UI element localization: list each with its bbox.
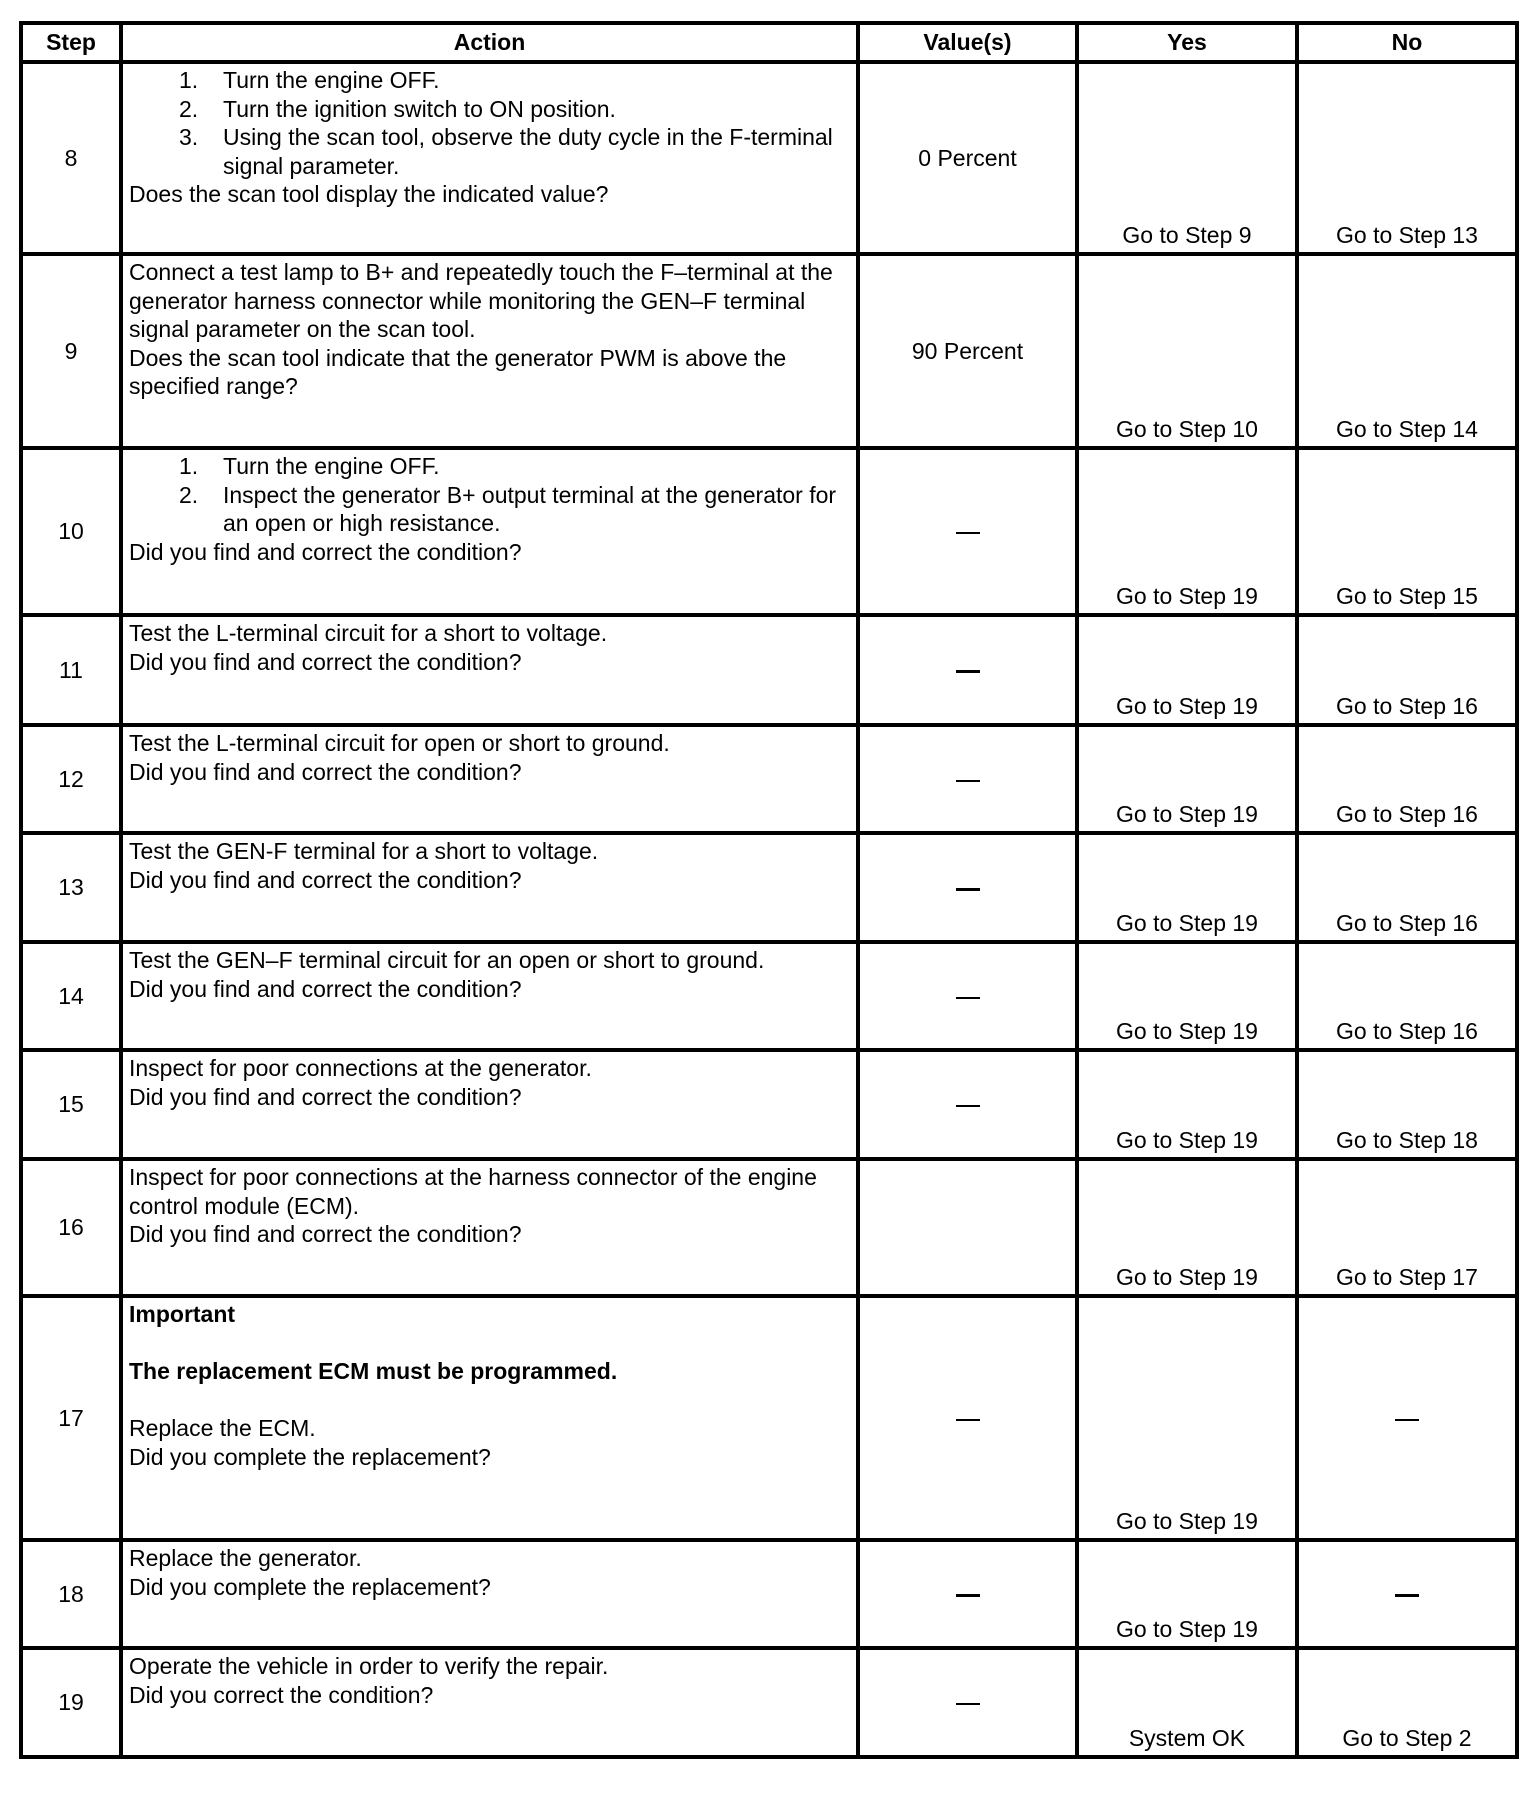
header-action: Action bbox=[121, 23, 858, 62]
value-cell bbox=[858, 448, 1077, 615]
yes-cell bbox=[1077, 1296, 1297, 1540]
table-row bbox=[21, 1159, 1517, 1296]
step-number: 14 bbox=[21, 942, 121, 1050]
no-text: Go to Step 18 bbox=[1336, 1127, 1478, 1154]
no-cell bbox=[1297, 1159, 1517, 1296]
no-text: Go to Step 15 bbox=[1336, 583, 1478, 610]
table-row bbox=[21, 62, 1517, 254]
action-question: Does the scan tool display the indicated value? bbox=[129, 181, 609, 208]
action-question: Did you complete the replacement? bbox=[129, 1573, 491, 1600]
action-cell bbox=[121, 833, 858, 942]
no-cell bbox=[1297, 615, 1517, 725]
dash-mark bbox=[956, 1594, 980, 1597]
yes-text: Go to Step 10 bbox=[1116, 416, 1258, 443]
action-text: Test the L-terminal circuit for a short to voltage. bbox=[129, 620, 608, 646]
action-question: Did you complete the replacement? bbox=[129, 1443, 491, 1470]
value-text: 0 Percent bbox=[918, 144, 1017, 171]
action-question: Did you find and correct the condition? bbox=[129, 975, 522, 1002]
header-row bbox=[21, 23, 1517, 62]
table-row bbox=[21, 833, 1517, 942]
value-cell bbox=[858, 254, 1077, 448]
action-question: Did you find and correct the condition? bbox=[129, 538, 522, 565]
no-cell bbox=[1297, 942, 1517, 1050]
value-cell bbox=[858, 1540, 1077, 1648]
yes-cell bbox=[1077, 62, 1297, 254]
action-step-text: Turn the engine OFF. bbox=[223, 453, 440, 479]
table-row bbox=[21, 1540, 1517, 1648]
no-cell bbox=[1297, 725, 1517, 833]
dash-mark bbox=[956, 997, 980, 999]
step-number: 16 bbox=[21, 1159, 121, 1296]
action-steps bbox=[129, 452, 850, 538]
yes-text: Go to Step 19 bbox=[1116, 1018, 1258, 1045]
dash-mark bbox=[1395, 1594, 1419, 1597]
yes-cell bbox=[1077, 725, 1297, 833]
action-step-text: Using the scan tool, observe the duty cycle in the F-terminal signal parameter. bbox=[223, 124, 833, 179]
header-step: Step bbox=[21, 23, 121, 62]
no-cell bbox=[1297, 448, 1517, 615]
action-step: 2. Inspect the generator B+ output terminal at the generator for an open or high resistance. bbox=[179, 481, 837, 537]
yes-text: Go to Step 9 bbox=[1122, 222, 1252, 249]
action-text: Connect a test lamp to B+ and repeatedly touch the F–terminal at the generator harness connector while monitoring the GEN–F terminal signal parameter on the scan tool. bbox=[129, 259, 833, 343]
no-cell bbox=[1297, 1540, 1517, 1648]
action-question: Does the scan tool indicate that the generator PWM is above the specified range? bbox=[129, 344, 787, 400]
step-number: 15 bbox=[21, 1050, 121, 1159]
no-text: Go to Step 17 bbox=[1336, 1264, 1478, 1291]
yes-text: System OK bbox=[1128, 1725, 1246, 1752]
action-step: 2. Turn the ignition switch to ON position. bbox=[179, 95, 616, 122]
no-text: Go to Step 13 bbox=[1336, 222, 1478, 249]
important-label: Important bbox=[129, 1301, 236, 1327]
action-cell bbox=[121, 615, 858, 725]
no-cell bbox=[1297, 833, 1517, 942]
yes-cell bbox=[1077, 942, 1297, 1050]
value-text: 90 Percent bbox=[911, 337, 1024, 364]
action-step-text: Turn the ignition switch to ON position. bbox=[223, 95, 616, 122]
header-values: Value(s) bbox=[858, 23, 1077, 62]
action-question: Did you find and correct the condition? bbox=[129, 866, 522, 893]
action-cell bbox=[121, 1050, 858, 1159]
no-text: Go to Step 2 bbox=[1342, 1725, 1472, 1752]
value-cell bbox=[858, 1159, 1077, 1296]
dash-mark bbox=[956, 780, 980, 782]
step-number: 12 bbox=[21, 725, 121, 833]
action-text: Inspect for poor connections at the generator. bbox=[129, 1055, 592, 1081]
step-number: 17 bbox=[21, 1296, 121, 1540]
action-cell bbox=[121, 1540, 858, 1648]
yes-text: Go to Step 19 bbox=[1116, 1616, 1258, 1643]
yes-cell bbox=[1077, 615, 1297, 725]
no-text: Go to Step 16 bbox=[1336, 693, 1478, 720]
yes-text: Go to Step 19 bbox=[1116, 1264, 1258, 1291]
yes-cell bbox=[1077, 254, 1297, 448]
dash-mark bbox=[956, 532, 980, 534]
action-text: Test the L-terminal circuit for open or short to ground. bbox=[129, 730, 670, 756]
no-text: Go to Step 14 bbox=[1336, 416, 1478, 443]
action-steps bbox=[129, 66, 850, 180]
table-row bbox=[21, 725, 1517, 833]
no-cell bbox=[1297, 1296, 1517, 1540]
step-number: 13 bbox=[21, 833, 121, 942]
step-number: 18 bbox=[21, 1540, 121, 1648]
value-cell bbox=[858, 725, 1077, 833]
value-cell bbox=[858, 1648, 1077, 1757]
action-question: Did you find and correct the condition? bbox=[129, 1221, 522, 1248]
no-text: Go to Step 16 bbox=[1336, 1018, 1478, 1045]
yes-cell bbox=[1077, 1159, 1297, 1296]
step-number: 9 bbox=[21, 254, 121, 448]
table-row bbox=[21, 448, 1517, 615]
action-text: Test the GEN–F terminal circuit for an open or short to ground. bbox=[129, 947, 765, 973]
step-number: 11 bbox=[21, 615, 121, 725]
dash-mark bbox=[956, 670, 980, 673]
action-cell bbox=[121, 1296, 858, 1540]
yes-text: Go to Step 19 bbox=[1116, 1127, 1258, 1154]
action-cell bbox=[121, 62, 858, 254]
yes-text: Go to Step 19 bbox=[1116, 583, 1258, 610]
table-row bbox=[21, 942, 1517, 1050]
action-question: Did you find and correct the condition? bbox=[129, 648, 522, 675]
action-text: Test the GEN-F terminal for a short to voltage. bbox=[129, 838, 599, 864]
table-row bbox=[21, 1050, 1517, 1159]
yes-text: Go to Step 19 bbox=[1116, 693, 1258, 720]
action-cell bbox=[121, 1648, 858, 1757]
dash-mark bbox=[956, 1703, 980, 1705]
step-number: 10 bbox=[21, 448, 121, 615]
no-text: Go to Step 16 bbox=[1336, 801, 1478, 828]
yes-cell bbox=[1077, 1648, 1297, 1757]
action-text: Replace the generator. bbox=[129, 1545, 362, 1571]
action-cell bbox=[121, 725, 858, 833]
yes-cell bbox=[1077, 448, 1297, 615]
no-cell bbox=[1297, 62, 1517, 254]
value-cell bbox=[858, 942, 1077, 1050]
action-question: Did you find and correct the condition? bbox=[129, 758, 522, 785]
yes-text: Go to Step 19 bbox=[1116, 910, 1258, 937]
dash-mark bbox=[1395, 1419, 1419, 1421]
no-cell bbox=[1297, 1648, 1517, 1757]
action-step-text: Inspect the generator B+ output terminal at the generator for an open or high resistance. bbox=[223, 481, 837, 537]
action-cell bbox=[121, 254, 858, 448]
no-cell bbox=[1297, 1050, 1517, 1159]
action-step: 3. Using the scan tool, observe the duty cycle in the F-terminal signal parameter. bbox=[179, 124, 833, 179]
yes-cell bbox=[1077, 833, 1297, 942]
important-text: The replacement ECM must be programmed. bbox=[129, 1358, 618, 1385]
table-row bbox=[21, 1648, 1517, 1757]
no-cell bbox=[1297, 254, 1517, 448]
dash-mark bbox=[956, 1419, 980, 1421]
header-yes: Yes bbox=[1077, 23, 1297, 62]
action-cell bbox=[121, 1159, 858, 1296]
table-row bbox=[21, 1296, 1517, 1540]
yes-text: Go to Step 19 bbox=[1116, 801, 1258, 828]
action-question: Did you correct the condition? bbox=[129, 1681, 434, 1708]
value-cell bbox=[858, 833, 1077, 942]
value-cell bbox=[858, 1296, 1077, 1540]
table-row bbox=[21, 615, 1517, 725]
action-cell bbox=[121, 942, 858, 1050]
yes-cell bbox=[1077, 1540, 1297, 1648]
yes-text: Go to Step 19 bbox=[1116, 1508, 1258, 1535]
action-question: Did you find and correct the condition? bbox=[129, 1083, 522, 1110]
step-number: 8 bbox=[21, 62, 121, 254]
action-text: Operate the vehicle in order to verify the repair. bbox=[129, 1653, 609, 1679]
value-cell bbox=[858, 1050, 1077, 1159]
table-row bbox=[21, 254, 1517, 448]
step-number: 19 bbox=[21, 1648, 121, 1757]
action-step-text: Turn the engine OFF. bbox=[223, 67, 440, 93]
action-step: 1. Turn the engine OFF. bbox=[179, 453, 440, 479]
yes-cell bbox=[1077, 1050, 1297, 1159]
diagnostic-table bbox=[19, 21, 1519, 1759]
value-cell bbox=[858, 62, 1077, 254]
header-no: No bbox=[1297, 23, 1517, 62]
action-step: 1. Turn the engine OFF. bbox=[179, 67, 440, 93]
value-cell bbox=[858, 615, 1077, 725]
dash-mark bbox=[956, 1105, 980, 1107]
action-cell bbox=[121, 448, 858, 615]
action-text: Replace the ECM. bbox=[129, 1415, 316, 1442]
action-text: Inspect for poor connections at the harness connector of the engine control module (ECM). bbox=[129, 1164, 817, 1219]
dash-mark bbox=[956, 888, 980, 891]
no-text: Go to Step 16 bbox=[1336, 910, 1478, 937]
